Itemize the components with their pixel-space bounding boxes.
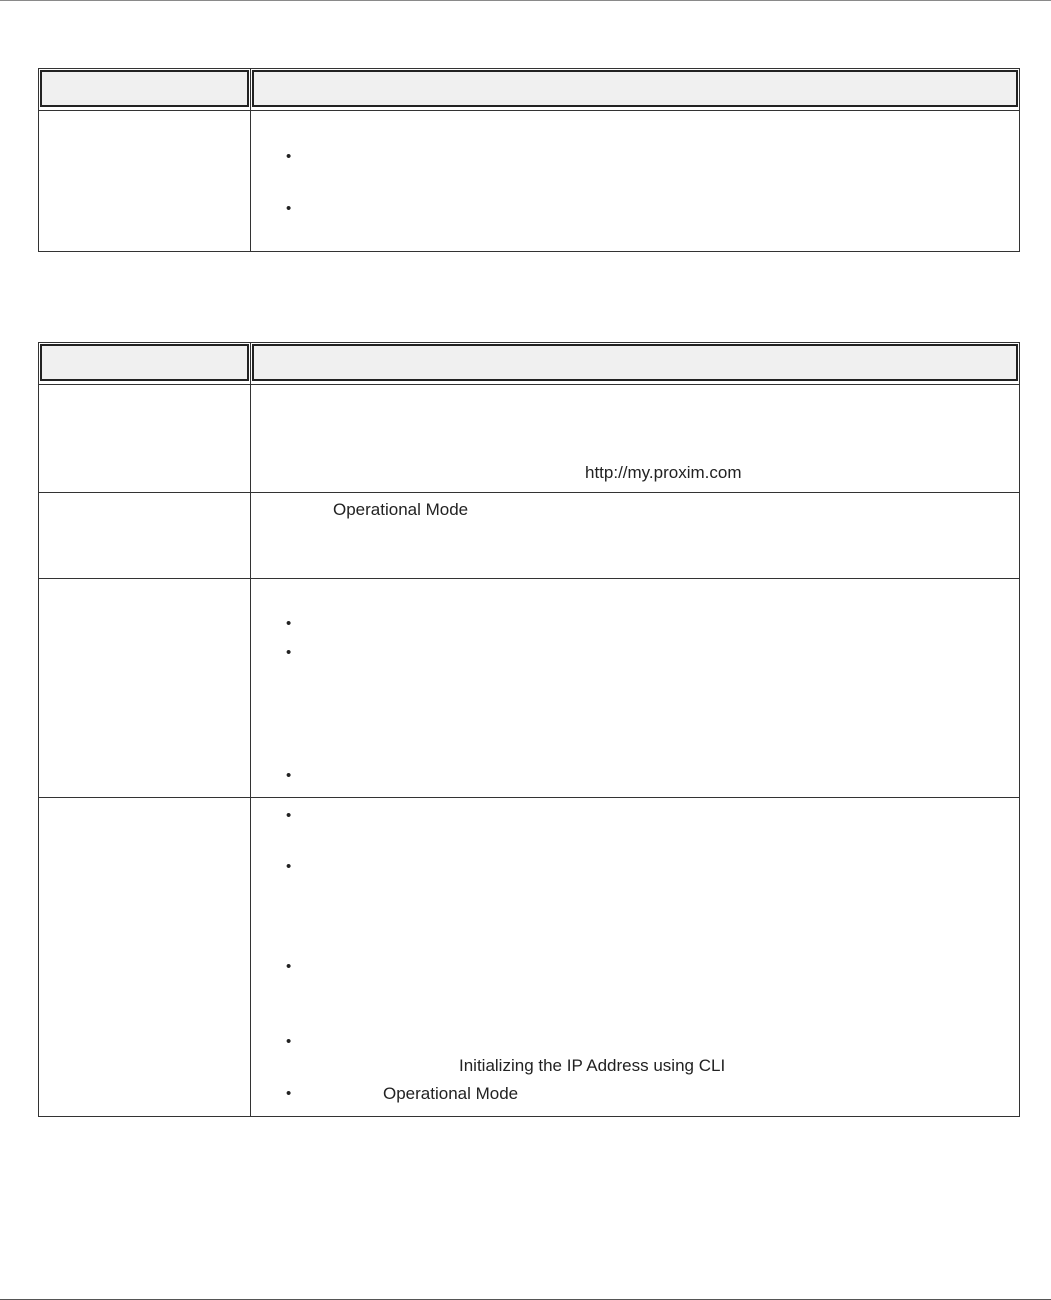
ip-address-cli-ref[interactable]: Initializing the IP Address using CLI [459, 1056, 726, 1075]
proxim-link[interactable]: http://my.proxim.com [585, 463, 742, 482]
operational-mode-ref[interactable]: Operational Mode [333, 500, 469, 519]
table-two-row-2-desc [251, 493, 1020, 579]
table-row [39, 385, 1020, 493]
table-one-row-1-desc [251, 111, 1020, 252]
header-rule [0, 0, 1051, 1]
bullet-icon: • [286, 858, 292, 875]
bullet-icon: • [286, 958, 292, 975]
table-one-header-cell-2 [251, 69, 1020, 111]
table-two-header-row [39, 343, 1020, 385]
table-two-row-1-desc [251, 385, 1020, 493]
bullet-icon: • [286, 807, 292, 824]
operational-mode-ref[interactable]: Operational Mode [383, 1084, 519, 1103]
bullet-icon: • [286, 200, 292, 217]
bullet-icon: • [286, 615, 292, 632]
table-row [39, 579, 1020, 798]
bullet-icon: • [286, 644, 292, 661]
table-row [39, 798, 1020, 1117]
bullet-icon: • [286, 148, 292, 165]
table-two-row-4-desc [251, 798, 1020, 1117]
table-two-row-1-term [39, 385, 251, 493]
bullet-icon: • [286, 1085, 292, 1102]
table-row [39, 493, 1020, 579]
table-two-row-2-term [39, 493, 251, 579]
table-two-header-cell-2 [251, 343, 1020, 385]
table-row [39, 111, 1020, 252]
table-two-row-4-term [39, 798, 251, 1117]
table-two-row-3-desc [251, 579, 1020, 798]
table-one-header-cell-1 [39, 69, 251, 111]
table-one [38, 68, 1020, 252]
table-two-header-cell-1 [39, 343, 251, 385]
table-two-row-3-term [39, 579, 251, 798]
table-two [38, 342, 1020, 1117]
bullet-icon: • [286, 1033, 292, 1050]
table-one-header-row [39, 69, 1020, 111]
bullet-icon: • [286, 767, 292, 784]
table-one-row-1-term [39, 111, 251, 252]
